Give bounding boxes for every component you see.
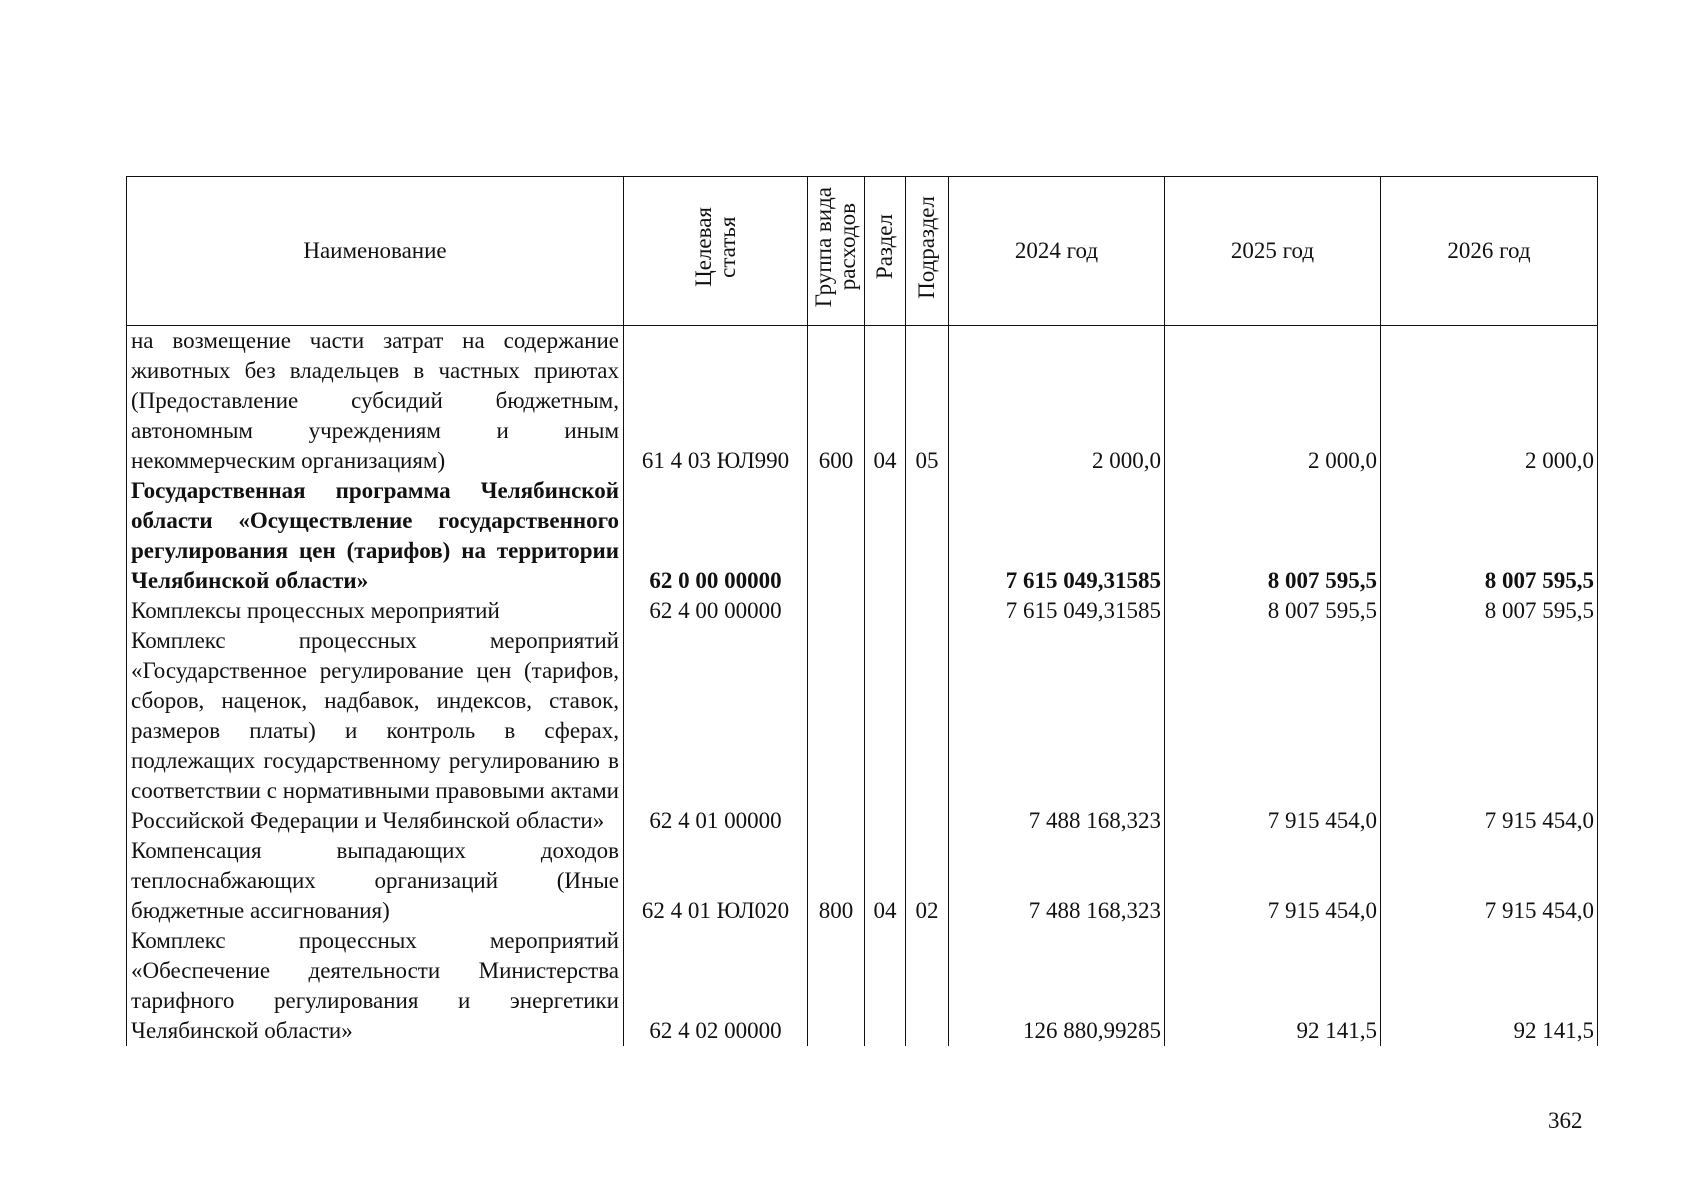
row-group <box>808 596 865 626</box>
row-name: Комплексы процессных мероприятий <box>127 596 624 626</box>
row-2026-value: 2 000,0 <box>1381 326 1598 477</box>
table-row <box>127 926 1598 1046</box>
table-row <box>127 626 1598 836</box>
row-subsection: 02 <box>906 836 949 926</box>
row-2024-value: 126 880,99285 <box>949 926 1165 1046</box>
table-header-row <box>127 177 1598 326</box>
row-2024-value: 7 615 049,31585 <box>949 476 1165 596</box>
row-2024-value: 2 000,0 <box>949 326 1165 477</box>
header-target-article: Целевая статья <box>624 177 808 326</box>
header-year-2025: 2025 год <box>1165 177 1381 326</box>
row-group <box>808 926 865 1046</box>
header-expense-group: Группа вида расходов <box>808 177 865 326</box>
table-row <box>127 836 1598 926</box>
row-section: 04 <box>865 836 906 926</box>
table-row <box>127 326 1598 477</box>
row-section: 04 <box>865 326 906 477</box>
row-group <box>808 476 865 596</box>
row-code: 61 4 03 ЮЛ990 <box>624 326 808 477</box>
row-2025-value: 7 915 454,0 <box>1165 836 1381 926</box>
header-subsection: Подраздел <box>906 177 949 326</box>
row-section <box>865 596 906 626</box>
row-group: 600 <box>808 326 865 477</box>
row-group <box>808 626 865 836</box>
table-row <box>127 476 1598 596</box>
row-subsection <box>906 596 949 626</box>
row-name: на возмещение части затрат на содержание животных без владельцев в частных приютах (Предоставление субсидий бюджетным, автономным учреждениям и иным некоммерческим организациям) <box>127 326 624 477</box>
row-name: Компенсация выпадающих доходов теплоснабжающих организаций (Иные бюджетные ассигнования) <box>127 836 624 926</box>
row-code: 62 4 00 00000 <box>624 596 808 626</box>
row-2025-value: 2 000,0 <box>1165 326 1381 477</box>
row-name: Комплекс процессных мероприятий «Обеспечение деятельности Министерства тарифного регулирования и энергетики Челябинской области» <box>127 926 624 1046</box>
row-2026-value: 8 007 595,5 <box>1381 476 1598 596</box>
row-code: 62 0 00 00000 <box>624 476 808 596</box>
row-code: 62 4 01 00000 <box>624 626 808 836</box>
row-2026-value: 8 007 595,5 <box>1381 596 1598 626</box>
row-group: 800 <box>808 836 865 926</box>
row-2024-value: 7 488 168,323 <box>949 836 1165 926</box>
row-2026-value: 7 915 454,0 <box>1381 626 1598 836</box>
row-subsection <box>906 926 949 1046</box>
header-year-2026: 2026 год <box>1381 177 1598 326</box>
row-2026-value: 92 141,5 <box>1381 926 1598 1046</box>
row-2024-value: 7 488 168,323 <box>949 626 1165 836</box>
row-name: Государственная программа Челябинской области «Осуществление государственного регулирования цен (тарифов) на территории Челябинской области» <box>127 476 624 596</box>
row-subsection: 05 <box>906 326 949 477</box>
row-2026-value: 7 915 454,0 <box>1381 836 1598 926</box>
row-section <box>865 926 906 1046</box>
header-section: Раздел <box>865 177 906 326</box>
row-section <box>865 626 906 836</box>
row-2025-value: 8 007 595,5 <box>1165 476 1381 596</box>
header-year-2024: 2024 год <box>949 177 1165 326</box>
row-code: 62 4 02 00000 <box>624 926 808 1046</box>
row-section <box>865 476 906 596</box>
row-subsection <box>906 476 949 596</box>
row-2025-value: 8 007 595,5 <box>1165 596 1381 626</box>
row-code: 62 4 01 ЮЛ020 <box>624 836 808 926</box>
row-2024-value: 7 615 049,31585 <box>949 596 1165 626</box>
row-name: Комплекс процессных мероприятий «Государственное регулирование цен (тарифов, сборов, наценок, надбавок, индексов, ставок, размеров платы) и контроль в сферах, подлежащих государственному регулированию в соответствии с нормативными правовыми актами Российской Федерации и Челябинской области» <box>127 626 624 836</box>
row-2025-value: 92 141,5 <box>1165 926 1381 1046</box>
row-subsection <box>906 626 949 836</box>
row-2025-value: 7 915 454,0 <box>1165 626 1381 836</box>
budget-table <box>126 176 1598 1046</box>
page-number: 362 <box>1548 1108 1583 1133</box>
header-name: Наименование <box>127 177 624 326</box>
table-row <box>127 596 1598 626</box>
